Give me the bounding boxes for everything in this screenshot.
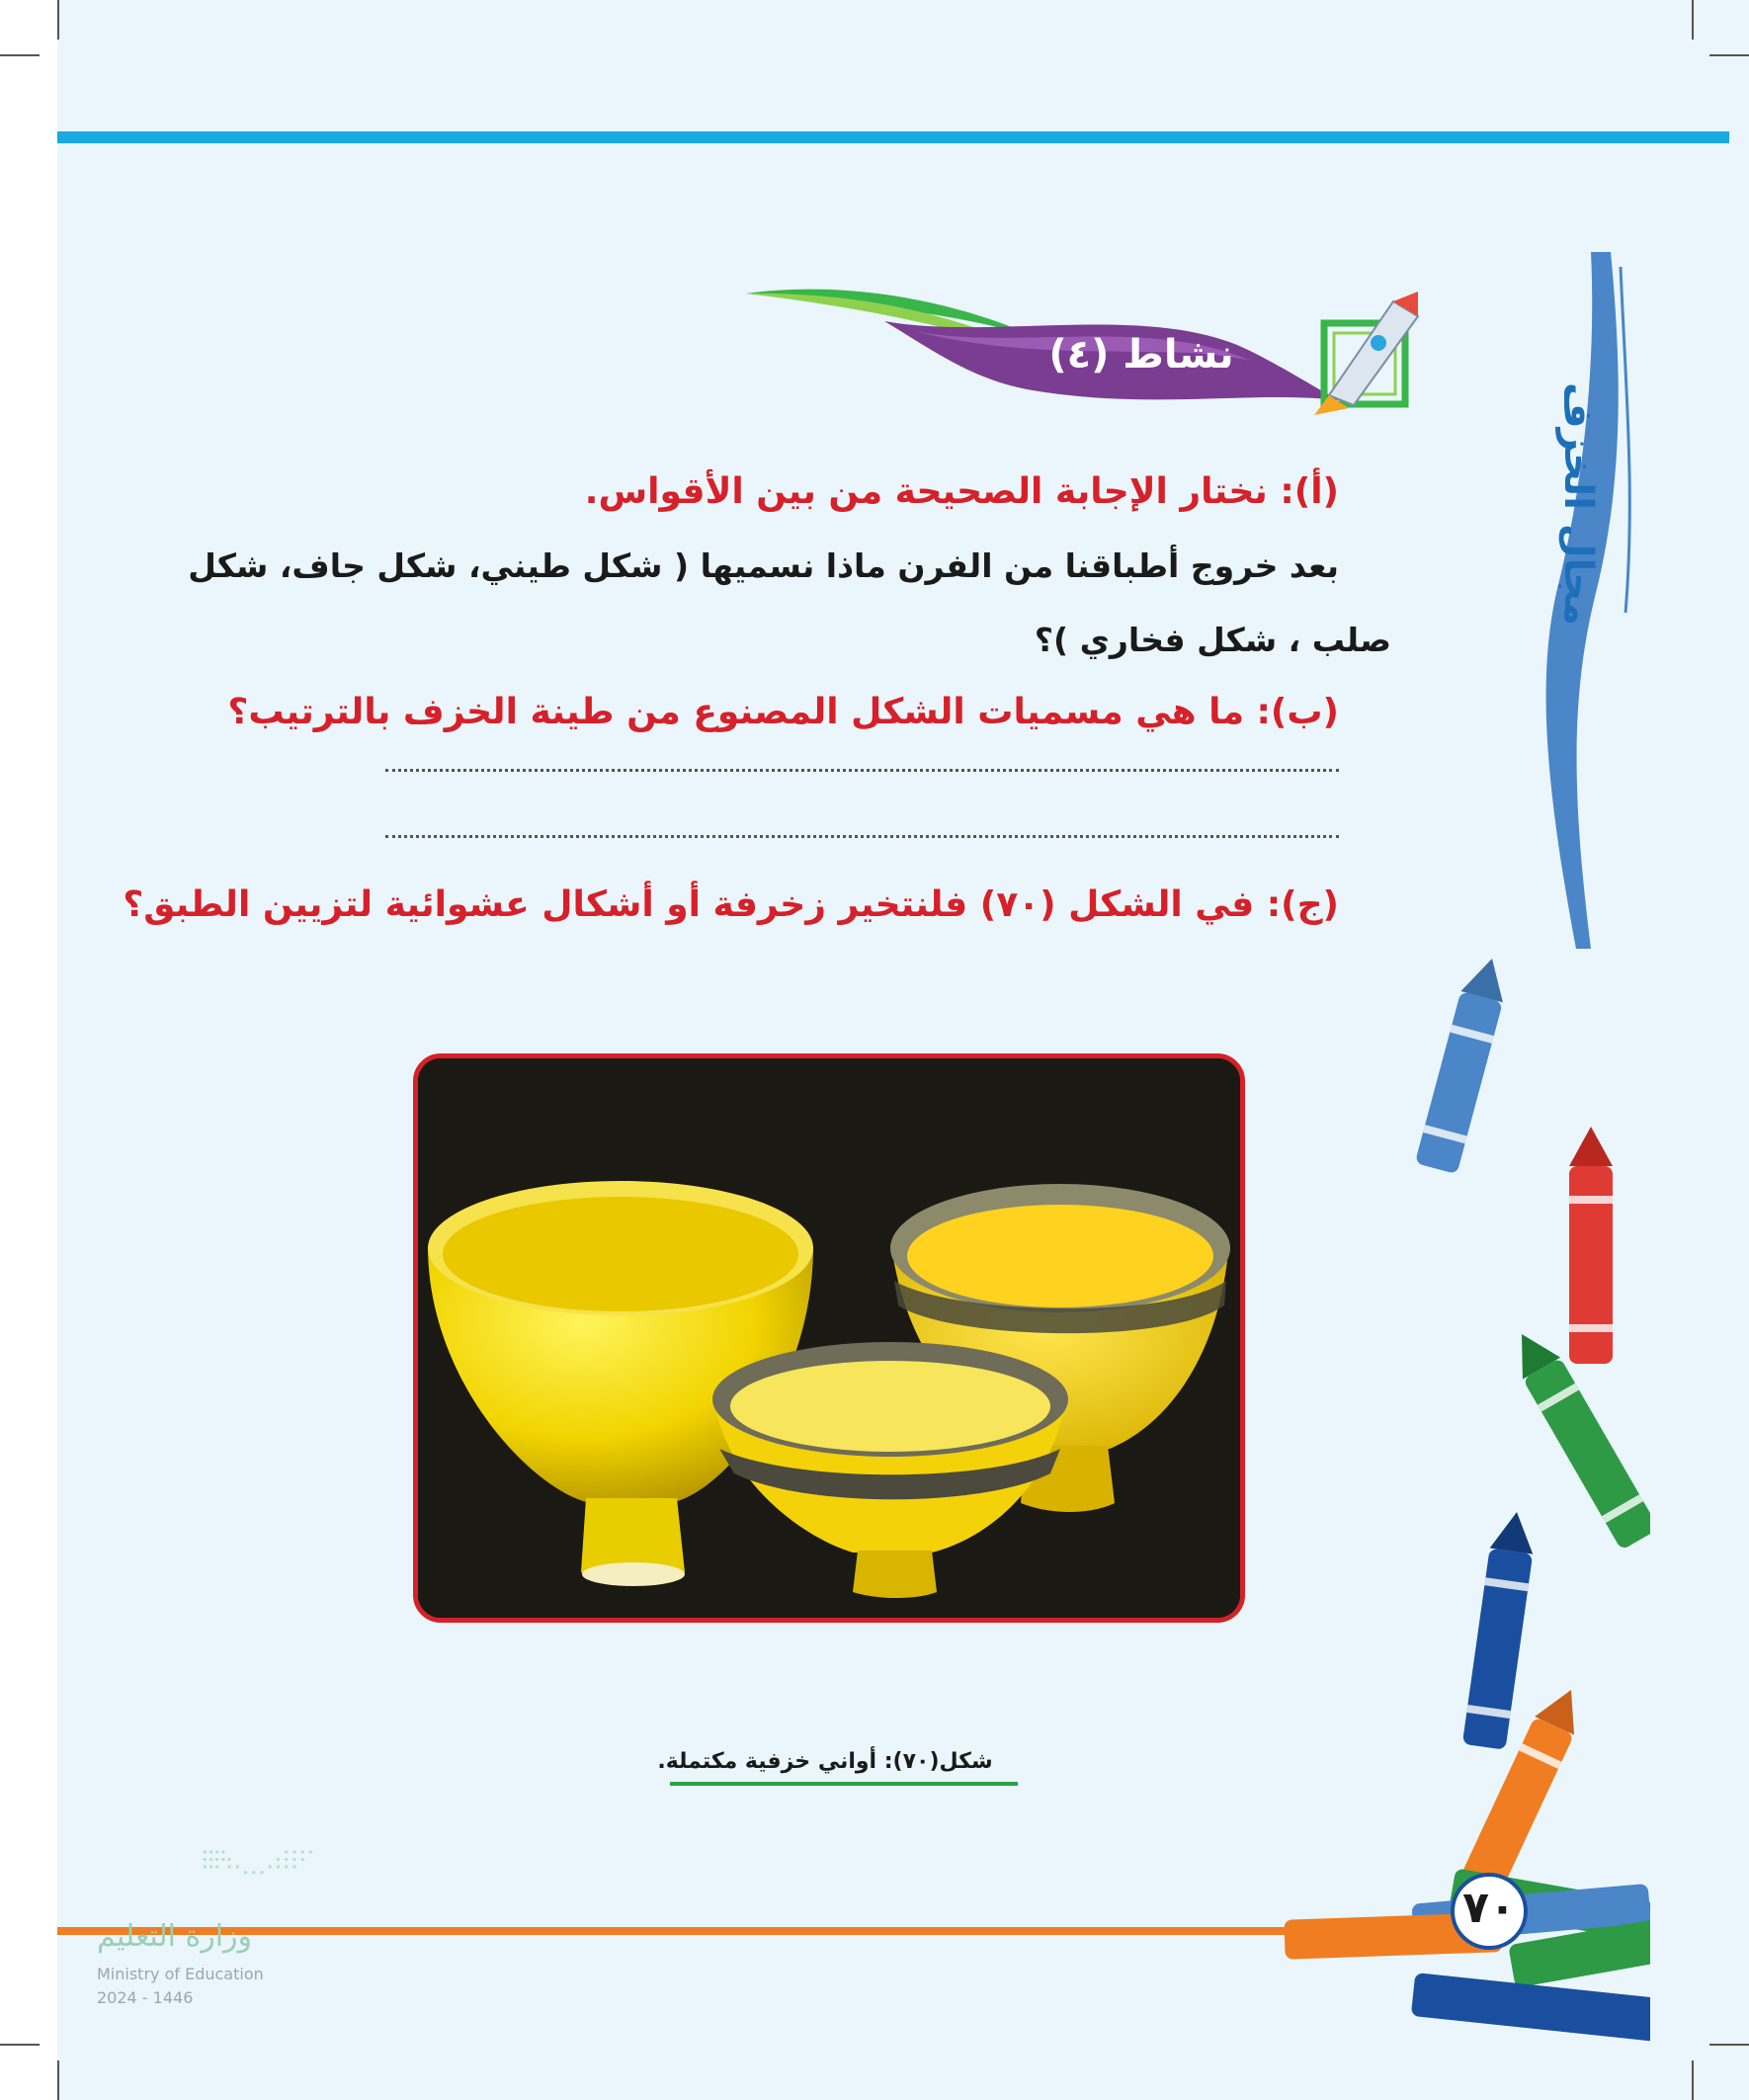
question-a-line-1: بعد خروج أطباقنا من الفرن ماذا نسميها ( شكل طيني، شكل جاف، شكل bbox=[188, 546, 1339, 585]
pottery-bowls-illustration bbox=[418, 1058, 1240, 1618]
crop-mark bbox=[0, 54, 40, 56]
question-a-line-2: صلب ، شكل فخاري )؟ bbox=[1034, 621, 1391, 659]
ministry-logo-english: Ministry of Education bbox=[97, 1965, 264, 1983]
crop-mark bbox=[1709, 54, 1749, 56]
page-number: ٧٠ bbox=[1462, 1883, 1516, 1933]
answer-line bbox=[385, 835, 1339, 838]
question-b-title: (ب): ما هي مسميات الشكل المصنوع من طينة الخزف بالترتيب؟ bbox=[227, 692, 1339, 732]
crop-mark bbox=[1692, 0, 1694, 40]
figure-caption: شكل(٧٠): أواني خزفية مكتملة. bbox=[657, 1749, 993, 1774]
crop-mark bbox=[57, 0, 59, 40]
question-c-title: (ج): في الشكل (٧٠) فلنتخير زخرفة أو أشكال عشوائية لتزيين الطبق؟ bbox=[123, 884, 1339, 925]
pottery-photo bbox=[413, 1053, 1245, 1623]
caption-underline bbox=[670, 1782, 1018, 1786]
crop-mark bbox=[1709, 2044, 1749, 2046]
activity-title: نشاط (٤) bbox=[1048, 332, 1234, 378]
question-a-title: (أ): نختار الإجابة الصحيحة من بين الأقواس. bbox=[584, 471, 1339, 512]
top-rule bbox=[57, 131, 1729, 143]
crop-mark bbox=[1692, 2060, 1694, 2100]
ministry-logo-year: 2024 - 1446 bbox=[97, 1988, 194, 2007]
crop-mark bbox=[0, 2044, 40, 2046]
crop-mark bbox=[57, 2060, 59, 2100]
ministry-logo-icon bbox=[168, 1848, 356, 1917]
side-section-label: مجال الخزف bbox=[1555, 381, 1601, 627]
answer-line bbox=[385, 769, 1339, 772]
ministry-logo-arabic: وزارة التعليم bbox=[97, 1919, 253, 1954]
